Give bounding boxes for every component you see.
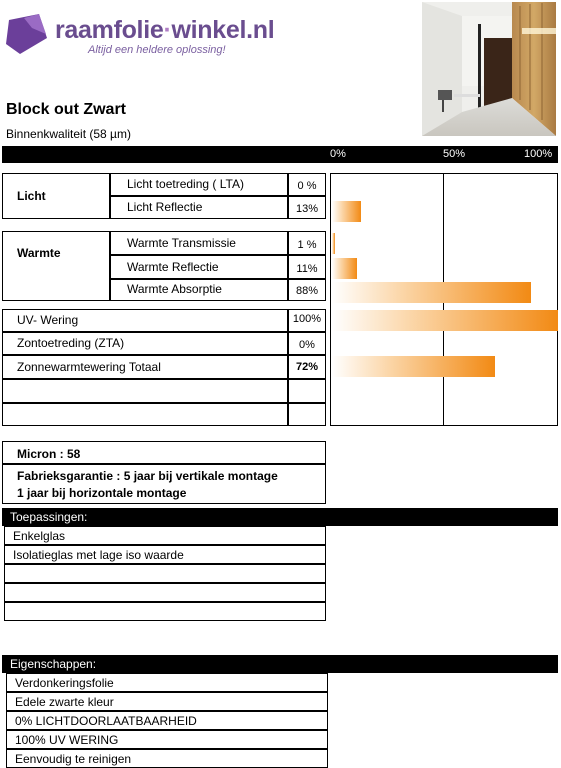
row-label-licht-reflectie: Licht Reflectie xyxy=(110,196,288,219)
row-value-zonnewarmtewering: 72% xyxy=(288,355,326,379)
bar-chart xyxy=(330,173,558,426)
scale-label-0: 0% xyxy=(330,148,346,160)
row-label-empty xyxy=(2,403,288,426)
eigenschap-item: 0% LICHTDOORLAATBAARHEID xyxy=(6,711,328,730)
toepassing-item xyxy=(4,564,326,583)
product-photo xyxy=(422,2,556,136)
garantie-box xyxy=(2,464,326,504)
row-value-licht-reflectie: 13% xyxy=(288,196,326,219)
garantie-line-1: Fabrieksgarantie : 5 jaar bij vertikale montage xyxy=(17,469,278,483)
eigenschap-item: Edele zwarte kleur xyxy=(6,692,328,711)
scale-label-50: 50% xyxy=(443,148,466,160)
row-value-warmte-transmissie: 1 % xyxy=(288,231,326,255)
eigenschappen-header: Eigenschappen: xyxy=(2,655,558,673)
chart-bar xyxy=(332,201,361,222)
toepassing-item xyxy=(4,602,326,621)
row-label-uv-wering: UV- Wering xyxy=(2,309,288,332)
group-warmte: Warmte xyxy=(2,231,110,301)
brand-tagline: Altijd een heldere oplossing! xyxy=(88,44,226,56)
row-label-warmte-reflectie: Warmte Reflectie xyxy=(110,255,288,279)
page-subtitle: Binnenkwaliteit (58 µm) xyxy=(6,127,131,141)
row-value-lta: 0 % xyxy=(288,173,326,196)
eigenschap-item: Eenvoudig te reinigen xyxy=(6,749,328,768)
row-value-zta: 0% xyxy=(288,332,326,355)
row-label-empty xyxy=(2,379,288,403)
row-label-warmte-absorptie: Warmte Absorptie xyxy=(110,279,288,301)
scale-header-bar xyxy=(2,146,558,163)
row-label-zta: Zontoetreding (ZTA) xyxy=(2,332,288,355)
scale-label-100: 100% xyxy=(524,148,553,160)
garantie-line-2: 1 jaar bij horizontale montage xyxy=(17,486,187,500)
micron-text: Micron : 58 xyxy=(17,447,81,461)
row-value-warmte-reflectie: 11% xyxy=(288,255,326,279)
row-label-zonnewarmtewering: Zonnewarmtewering Totaal xyxy=(2,355,288,379)
chart-bar xyxy=(332,233,335,254)
toepassing-item: Isolatieglas met lage iso waarde xyxy=(4,545,326,564)
row-label-lta: Licht toetreding ( LTA) xyxy=(110,173,288,196)
eigenschap-item: 100% UV WERING xyxy=(6,730,328,749)
brand-name[interactable]: raamfolie·winkel.nl xyxy=(55,16,275,44)
row-value-warmte-absorptie: 88% xyxy=(288,279,326,301)
eigenschap-item: Verdonkeringsfolie xyxy=(6,673,328,692)
chart-bar xyxy=(332,282,531,303)
toepassing-item: Enkelglas xyxy=(4,526,326,545)
micron-box xyxy=(2,441,326,464)
row-value-empty xyxy=(288,379,326,403)
toepassingen-header: Toepassingen: xyxy=(2,508,558,526)
toepassing-item xyxy=(4,583,326,602)
chart-bar xyxy=(332,356,495,377)
chart-bar xyxy=(332,258,357,279)
group-licht: Licht xyxy=(2,173,110,219)
chart-bar xyxy=(332,310,558,331)
row-value-uv-wering: 100% xyxy=(288,309,326,332)
page-title: Block out Zwart xyxy=(6,101,127,118)
row-label-warmte-transmissie: Warmte Transmissie xyxy=(110,231,288,255)
logo-icon xyxy=(6,14,48,54)
row-value-empty xyxy=(288,403,326,426)
